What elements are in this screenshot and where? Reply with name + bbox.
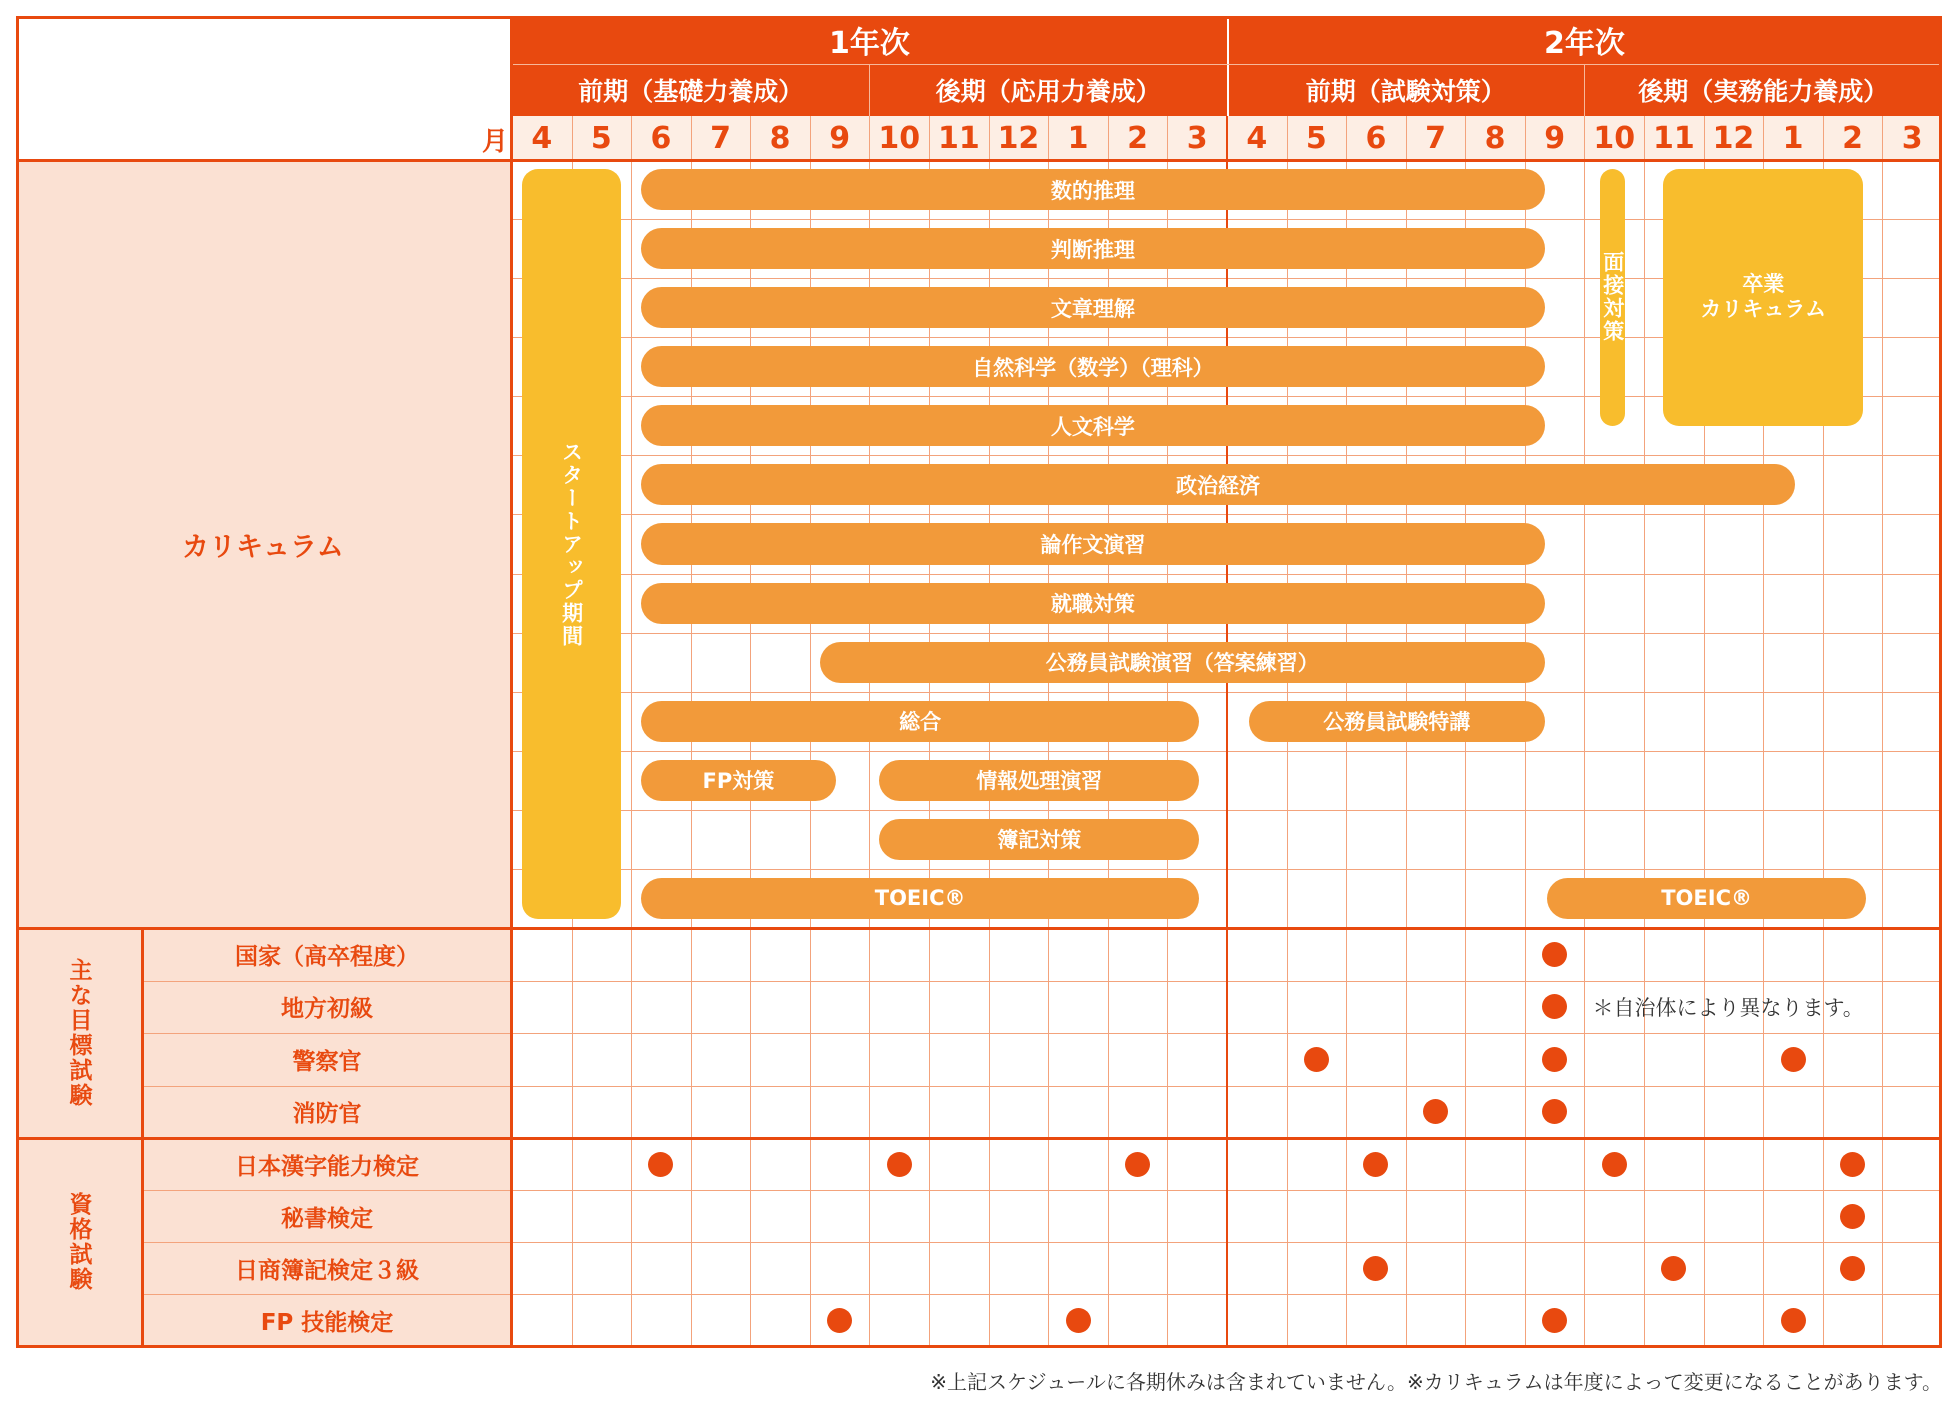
month-cell: 10	[869, 116, 929, 160]
exam-marker	[1542, 942, 1567, 967]
term-label: 後期（実務能力養成）	[1638, 77, 1889, 106]
curriculum-bar: 公務員試験演習（答案練習）	[820, 642, 1545, 683]
grid-vline	[1584, 116, 1585, 1346]
month-cell: 4	[1227, 116, 1287, 160]
license-marker	[1840, 1204, 1865, 1229]
license-marker	[1363, 1256, 1388, 1281]
footnote: ※上記スケジュールに各期休みは含まれていません。※カリキュラムは年度によって変更になることがあります。	[930, 1370, 1942, 1394]
month-cell: 10	[1584, 116, 1644, 160]
month-cell: 5	[572, 116, 632, 160]
border-exam-bottom	[16, 1137, 1942, 1140]
month-cell: 7	[1406, 116, 1466, 160]
month-cell: 3	[1882, 116, 1942, 160]
border-group-col	[141, 928, 144, 1346]
exam-marker	[1423, 1099, 1448, 1124]
curriculum-bar: 論作文演習	[641, 523, 1545, 564]
grid-hline	[142, 1294, 1942, 1295]
license-marker	[1661, 1256, 1686, 1281]
grid-hline	[142, 1190, 1942, 1191]
border-header-bottom	[16, 159, 1942, 162]
month-cell: 8	[1465, 116, 1525, 160]
border-bottom	[16, 1345, 1942, 1348]
month-cell: 11	[1644, 116, 1704, 160]
month-cell: 5	[1287, 116, 1347, 160]
curriculum-bar: 面接対策	[1600, 169, 1625, 426]
border-right	[1939, 16, 1942, 1348]
exam-marker	[1781, 1047, 1806, 1072]
license-marker	[1125, 1152, 1150, 1177]
month-cell: 11	[929, 116, 989, 160]
curriculum-bar: 判断推理	[641, 228, 1545, 269]
exam-row-label: 国家（高卒程度）	[142, 928, 512, 981]
license-marker	[1363, 1152, 1388, 1177]
license-row-label: 秘書検定	[142, 1190, 512, 1242]
border-curr-bottom	[16, 927, 1942, 930]
license-marker	[648, 1152, 673, 1177]
border-left	[16, 16, 19, 1348]
exam-marker	[1304, 1047, 1329, 1072]
month-cell: 3	[1167, 116, 1227, 160]
curriculum-bar: 総合	[641, 701, 1199, 742]
grid-vline	[1882, 116, 1883, 1346]
year-group-label: 2年次	[1544, 26, 1625, 61]
license-group-label: 資格試験	[65, 1192, 92, 1292]
curriculum-bar: FP対策	[641, 760, 835, 801]
month-cell: 4	[512, 116, 572, 160]
curriculum-bar: 情報処理演習	[879, 760, 1199, 801]
curriculum-bar: 公務員試験特講	[1249, 701, 1545, 742]
month-cell: 9	[810, 116, 870, 160]
term-label: 前期（試験対策）	[1305, 77, 1506, 106]
grid-hline	[142, 1242, 1942, 1243]
license-marker	[1781, 1308, 1806, 1333]
month-cell: 2	[1108, 116, 1168, 160]
year-group-label: 1年次	[829, 26, 910, 61]
term-divider	[869, 64, 870, 116]
license-row-label: FP 技能検定	[142, 1294, 512, 1346]
grid-vline	[1644, 116, 1645, 1346]
curriculum-bar: TOEIC®	[641, 878, 1199, 919]
grid-vline	[631, 116, 632, 1346]
license-marker	[1840, 1256, 1865, 1281]
month-cell: 6	[1346, 116, 1406, 160]
curriculum-bar: 人文科学	[641, 405, 1545, 446]
license-marker	[1602, 1152, 1627, 1177]
month-cell: 7	[691, 116, 751, 160]
term-divider	[1584, 64, 1585, 116]
license-marker	[1542, 1308, 1567, 1333]
month-cell: 2	[1823, 116, 1883, 160]
curriculum-label: カリキュラム	[182, 531, 344, 563]
license-marker	[1840, 1152, 1865, 1177]
month-header-label: 月	[481, 127, 508, 157]
curriculum-bar: 自然科学（数学）（理科）	[641, 346, 1545, 387]
exam-row-label: 地方初級	[142, 981, 512, 1034]
month-cell: 1	[1048, 116, 1108, 160]
curriculum-bar: 政治経済	[641, 464, 1795, 505]
exam-row-label: 警察官	[142, 1033, 512, 1086]
curriculum-bar: 数的推理	[641, 169, 1545, 210]
month-cell: 9	[1525, 116, 1585, 160]
exam-row-label: 消防官	[142, 1086, 512, 1139]
curriculum-bar: TOEIC®	[1547, 878, 1867, 919]
grid-hline	[142, 1033, 1942, 1034]
curriculum-bar: 簿記対策	[879, 819, 1199, 860]
license-row-label: 日本漢字能力検定	[142, 1138, 512, 1190]
month-cell: 6	[631, 116, 691, 160]
exam-marker	[1542, 1099, 1567, 1124]
border-top	[16, 16, 1942, 19]
exam-marker	[1542, 994, 1567, 1019]
grid-hline	[142, 1086, 1942, 1087]
border-label-grid	[510, 16, 513, 1346]
license-row-label: 日商簿記検定３級	[142, 1242, 512, 1294]
license-marker	[827, 1308, 852, 1333]
exam-group-label: 主な目標試験	[65, 958, 92, 1108]
month-cell: 12	[989, 116, 1049, 160]
curriculum-bar: 文章理解	[641, 287, 1545, 328]
month-cell: 1	[1763, 116, 1823, 160]
license-marker	[887, 1152, 912, 1177]
month-cell: 8	[750, 116, 810, 160]
exam-marker	[1542, 1047, 1567, 1072]
curriculum-bar: 就職対策	[641, 583, 1545, 624]
curriculum-bar: 卒業 カリキュラム	[1663, 169, 1863, 426]
term-label: 前期（基礎力養成）	[578, 77, 804, 106]
term-label: 後期（応用力養成）	[935, 77, 1161, 106]
month-cell: 12	[1704, 116, 1764, 160]
exam-note: ＊自治体により異なります。	[1592, 995, 1864, 1020]
license-marker	[1066, 1308, 1091, 1333]
curriculum-bar: スタートアップ期間	[522, 169, 621, 919]
